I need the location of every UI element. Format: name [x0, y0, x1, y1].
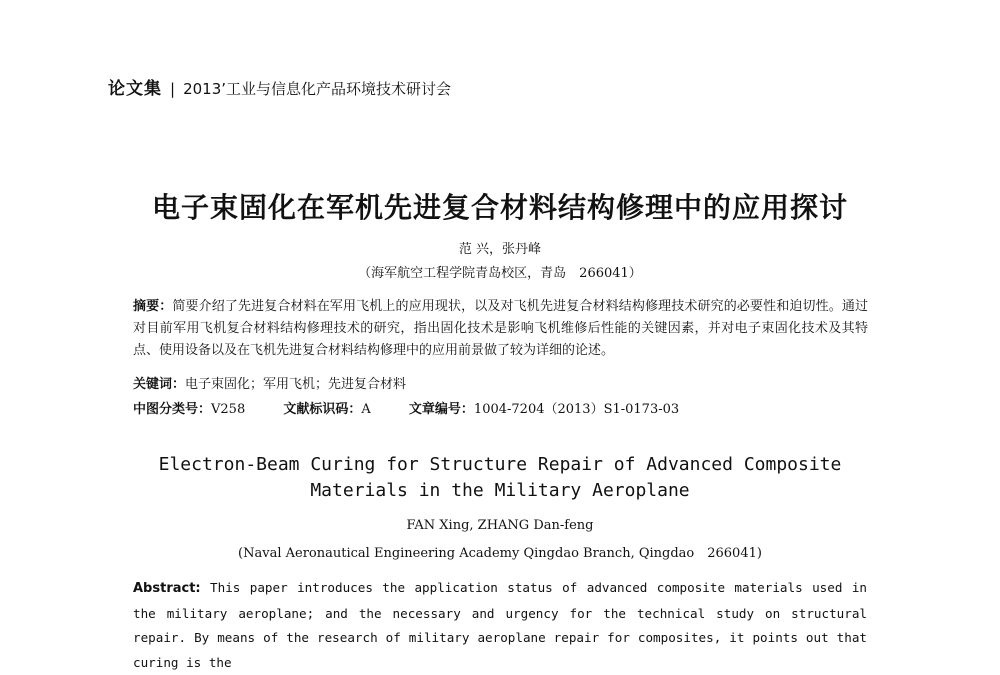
class-number-value: V258	[211, 402, 246, 417]
keywords-cn	[133, 373, 406, 392]
header-separator: |	[170, 80, 176, 98]
document-code	[283, 402, 370, 417]
document-code-label: 文献标识码：	[283, 402, 362, 417]
class-number-label: 中图分类号：	[133, 402, 212, 417]
affiliation-cn: （海军航空工程学院青岛校区，青岛 266041）	[358, 266, 642, 281]
article-number-value: 1004-7204（2013）S1-0173-03	[473, 402, 680, 417]
abstract-en-label: Abstract:	[133, 581, 201, 596]
series-name: 论文集	[108, 79, 162, 99]
abstract-en	[133, 576, 867, 675]
abstract-cn	[133, 296, 868, 362]
classification-line	[133, 398, 679, 417]
keywords-cn-text: 电子束固化；军用飞机；先进复合材料	[185, 377, 407, 392]
article-number	[409, 402, 679, 417]
paper-title-cn: 电子束固化在军机先进复合材料结构修理中的应用探讨	[151, 191, 848, 224]
abstract-cn-label: 摘要：	[133, 299, 173, 314]
affiliation-en: (Naval Aeronautical Engineering Academy Qingdao Branch, Qingdao 266041)	[238, 546, 762, 561]
abstract-en-text: This paper introduces the application status of advanced composite materials used in the military aeroplane; and the necessary and urgency for the technical study on structural repair. By means of the research of military aeroplane repair for composites, it points out that curing is the	[133, 580, 867, 670]
running-header	[108, 74, 451, 99]
document-code-value: A	[361, 402, 371, 417]
paper-title-en	[0, 452, 1000, 504]
authors-en: FAN Xing, ZHANG Dan-feng	[406, 518, 594, 533]
class-number	[133, 402, 245, 417]
abstract-cn-text: 简要介绍了先进复合材料在军用飞机上的应用现状，以及对飞机先进复合材料结构修理技术研究的必要性和迫切性。通过对目前军用飞机复合材料结构修理技术的研究，指出固化技术是影响飞机维修后性能的关键因素，并对电子束固化技术及其特点、使用设备以及在飞机先进复合材料结构修理中的应用前景做了较为详细的论述。	[133, 299, 868, 358]
authors-cn: 范 兴，张丹峰	[458, 242, 542, 257]
conference-name: 2013’工业与信息化产品环境技术研讨会	[183, 80, 452, 98]
article-number-label: 文章编号：	[408, 402, 474, 417]
keywords-cn-label: 关键词：	[133, 377, 186, 392]
paper-title-en-line1: Electron-Beam Curing for Structure Repair of Advanced Composite	[158, 454, 842, 475]
paper-title-en-line2: Materials in the Military Aeroplane	[310, 480, 690, 501]
